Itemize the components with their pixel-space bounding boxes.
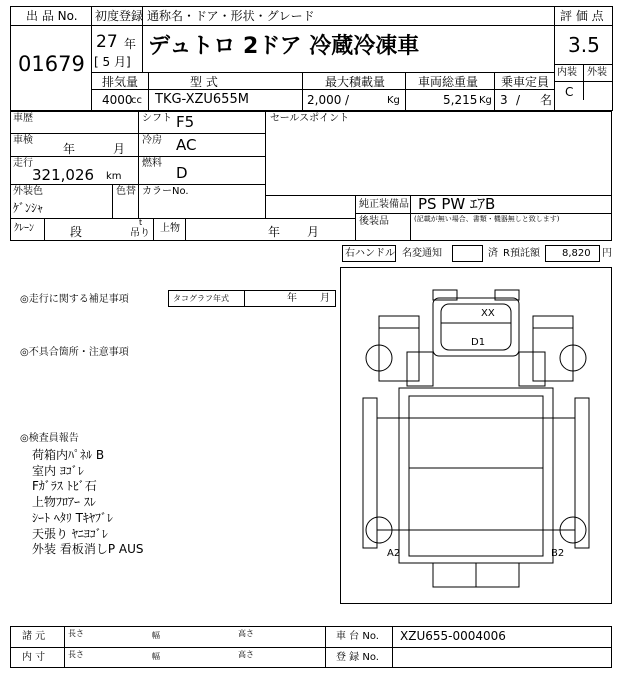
fuel-label: 燃料 [142,158,162,169]
chassis-value: XZU655-0004006 [400,629,506,643]
equipment-value: PS PW ｴｱB [418,195,496,213]
model-label: 型 式 [190,75,218,89]
history-label: 車歴 [13,113,33,124]
inspector-item: 天張り ﾔﾆﾖｺﾞﾚ [32,526,108,541]
first-reg-year: 27 [96,32,118,52]
tachograph-year-unit: 年 [287,293,297,304]
gross-weight-label: 車両総重量 [418,75,479,89]
ac-value: AC [176,136,197,154]
body-label: 上物 [160,223,180,234]
mark-xx: XX [481,308,495,319]
car-name-label: 通称名・ドア・形状・グレード [147,9,315,23]
chassis-label: 車 台 No. [336,631,379,642]
color-code-label: カラーNo. [142,186,189,197]
inspector-label: ◎検査員報告 [20,433,79,444]
length-label-2: 長さ [68,650,84,659]
aftermarket-note: (記載が無い場合、書類・機器無しと致します) [414,215,560,223]
max-load-unit: Kg [387,95,400,106]
car-name: デュトロ 2ドア 冷蔵冷凍車 [148,34,420,59]
displacement: 4000 [102,93,133,107]
shift-value: F5 [176,113,195,131]
exterior-color: ｹﾞﾝｼｬ [13,201,44,215]
tachograph-label: タコグラフ年式 [173,294,229,303]
lot-no: 01679 [18,52,85,76]
mileage-value: 321,026 [32,166,95,184]
body-year-unit: 年 [268,225,281,239]
aftermarket-label: 後装品 [359,216,389,227]
deposit-label: R預託額 [503,248,540,259]
capacity-sep: / [516,93,521,107]
inspector-item: 荷箱内ﾊﾟﾈﾙ B [32,448,105,462]
steering: 右ハンドル [345,248,395,259]
fuel-value: D [176,164,188,182]
crane-row [10,218,356,241]
shift-label: シフト [142,113,172,124]
mark-b2: B2 [551,548,565,559]
ac-label: 冷房 [142,135,162,146]
inspector-item: Fｶﾞﾗｽ ﾄﾋﾞ石 [32,479,97,494]
reg-no-label: 登 録 No. [336,652,379,663]
driving-notes-label: ◎走行に関する補足事項 [20,294,129,305]
body-month-unit: 月 [307,225,320,239]
inner-dim-row-label: 内 寸 [22,652,46,663]
crane-label: ｸﾚｰﾝ [14,223,34,234]
name-change-box [452,245,483,262]
vehicle-diagram [340,267,612,604]
displacement-unit: cc [131,95,142,106]
equipment-label: 純正装備品 [359,199,409,210]
model: TKG-XZU655M [155,92,249,107]
gross-weight-unit: Kg [479,95,492,106]
defects-label: ◎不具合箇所・注意事項 [20,347,129,358]
color-change-label: 色替 [116,186,136,197]
max-load: 2,000 [307,93,342,107]
height-label-2: 高さ [238,650,254,659]
exterior-label: 外装 [587,67,607,78]
mark-a2: A2 [387,548,401,559]
inspection-label: 車検 [13,135,33,146]
deposit-value: 8,820 [562,248,591,259]
inspection-year-unit: 年 [63,142,76,156]
inspector-list [32,448,143,558]
inspector-item: 上物ﾌﾛｱｰ ｽﾚ [32,495,96,510]
max-load-sep: / [345,93,350,107]
crane-lift-unit: 吊り [130,228,150,239]
sales-point-label: セールスポイント [270,113,350,124]
mark-d1: D1 [471,337,486,348]
rating-label: 評 価 点 [560,9,604,23]
inspector-item: ｼｰﾄ ﾍﾀﾘ Tｷﾔﾌﾞﾚ [32,510,113,525]
deposit-prefix: 済 [488,248,498,259]
rating: 3.5 [568,33,600,57]
gross-weight: 5,215 [443,93,478,107]
inspector-item: 外装 看板消しP AUS [32,542,144,557]
truck-outline-icon [341,268,611,603]
displacement-label: 排気量 [102,75,139,89]
interior-grade: C [565,85,574,99]
lot-no-label: 出 品 No. [26,9,78,23]
first-reg-month: [ 5 月] [94,55,131,69]
width-label-2: 幅 [152,652,160,661]
mileage-unit: km [106,171,122,182]
name-change-label: 名変通知 [402,248,442,259]
capacity: 3 [500,93,508,107]
deposit-unit: 円 [602,248,612,259]
capacity-label: 乗車定員 [501,75,550,89]
length-label-1: 長さ [68,629,84,638]
crane-stage-unit: 段 [70,225,83,239]
first-reg-label: 初度登録 [95,9,144,23]
first-reg-year-unit: 年 [124,37,137,51]
inspector-item: 室内 ﾖｺﾞﾚ [32,463,84,478]
mileage-label: 走行 [13,158,33,169]
specs-row-label: 諸 元 [22,631,46,642]
interior-label: 内装 [557,67,577,78]
tachograph-month-unit: 月 [320,293,330,304]
exterior-color-label: 外装色 [13,186,43,197]
width-label-1: 幅 [152,631,160,640]
inspection-month-unit: 月 [113,142,126,156]
capacity-unit: 名 [540,93,553,107]
crane-ton-unit: t [139,218,143,227]
height-label-1: 高さ [238,629,254,638]
max-load-label: 最大積載量 [325,75,386,89]
